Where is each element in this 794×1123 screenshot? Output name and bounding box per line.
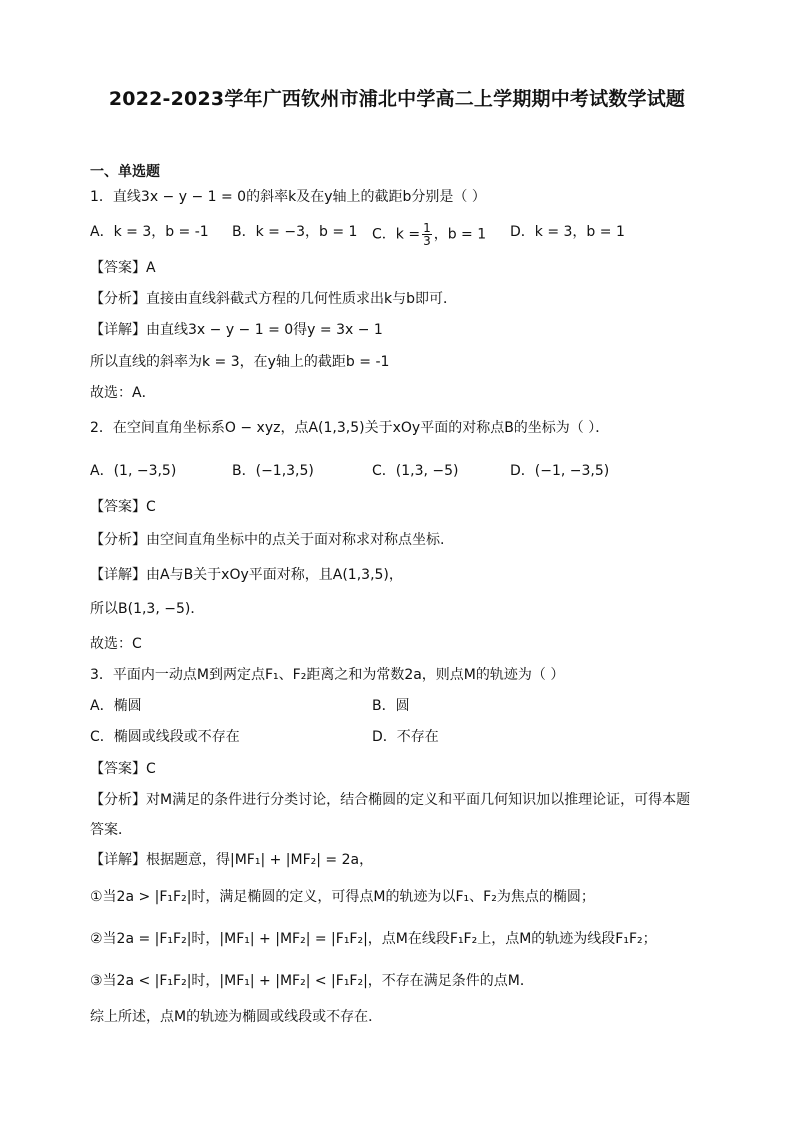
- q3-option-b: B．圆: [372, 698, 410, 714]
- fraction: [422, 222, 432, 247]
- q2-detail-2: 所以B(1,3, −5)．: [90, 601, 205, 617]
- q1-option-c-suffix: ，b = 1: [433, 226, 487, 243]
- q2-option-d: D．(−1, −3,5): [510, 463, 610, 479]
- q1-detail: 【详解】由直线3x − y − 1 = 0得y = 3x − 1: [90, 322, 383, 338]
- q2-detail: 【详解】由A与B关于xOy平面对称，且A(1,3,5)，: [90, 567, 403, 583]
- q2-choose: 故选：C: [90, 636, 142, 652]
- q1-option-b: B．k = −3，b = 1: [232, 224, 358, 240]
- q3-stem: 3．平面内一动点M到两定点F₁、F₂距离之和为常数2a，则点M的轨迹为（ ）: [90, 667, 565, 683]
- q3-case-3: ③当2a < |F₁F₂|时，|MF₁| + |MF₂| < |F₁F₂|，不存在满足条件的点M．: [90, 973, 534, 989]
- q2-analysis: 【分析】由空间直角坐标中的点关于面对称求对称点坐标.: [90, 532, 445, 548]
- q1-option-a: A．k = 3，b = -1: [90, 224, 209, 240]
- q3-option-c: C．椭圆或线段或不存在: [90, 729, 240, 745]
- q2-option-c: C．(1,3, −5): [372, 463, 459, 479]
- q1-option-c: [372, 222, 486, 247]
- q2-answer: 【答案】C: [90, 499, 156, 515]
- q1-choose: 故选：A．: [90, 385, 156, 401]
- q1-analysis: 【分析】直接由直线斜截式方程的几何性质求出k与b即可．: [90, 291, 457, 307]
- q3-analysis-2: 答案．: [90, 822, 132, 838]
- page-title: 2022-2023学年广西钦州市浦北中学高二上学期期中考试数学试题: [108, 88, 686, 110]
- q1-answer: 【答案】A: [90, 260, 156, 276]
- q3-option-d: D．不存在: [372, 729, 439, 745]
- q1-option-d: D．k = 3，b = 1: [510, 224, 625, 240]
- q3-detail: 【详解】根据题意，得|MF₁| + |MF₂| = 2a，: [90, 852, 374, 868]
- q1-stem: 1．直线3x − y − 1 = 0的斜率k及在y轴上的截距b分别是（ ）: [90, 189, 486, 205]
- q1-option-c-prefix: C．k =: [372, 226, 421, 243]
- section-heading: 一、单选题: [90, 164, 160, 180]
- q3-case-1: ①当2a > |F₁F₂|时，满足椭圆的定义，可得点M的轨迹为以F₁、F₂为焦点的椭圆；: [90, 889, 595, 905]
- fraction-numerator: 1: [423, 221, 431, 235]
- q2-option-b: B．(−1,3,5): [232, 463, 314, 479]
- q1-detail-2: 所以直线的斜率为k = 3，在y轴上的截距b = -1: [90, 354, 390, 370]
- fraction-denominator: 3: [423, 234, 431, 248]
- q3-case-2: ②当2a = |F₁F₂|时，|MF₁| + |MF₂| = |F₁F₂|，点M在线段F₁F₂上，点M的轨迹为线段F₁F₂；: [90, 931, 657, 947]
- q3-summary: 综上所述，点M的轨迹为椭圆或线段或不存在．: [90, 1009, 383, 1025]
- q3-option-a: A．椭圆: [90, 698, 142, 714]
- q3-answer: 【答案】C: [90, 761, 156, 777]
- q2-stem: 2．在空间直角坐标系O − xyz，点A(1,3,5)关于xOy平面的对称点B的坐标为（ ）．: [90, 420, 610, 436]
- q3-analysis: 【分析】对M满足的条件进行分类讨论，结合椭圆的定义和平面几何知识加以推理论证，可得本题: [90, 792, 691, 808]
- q2-option-a: A．(1, −3,5): [90, 463, 177, 479]
